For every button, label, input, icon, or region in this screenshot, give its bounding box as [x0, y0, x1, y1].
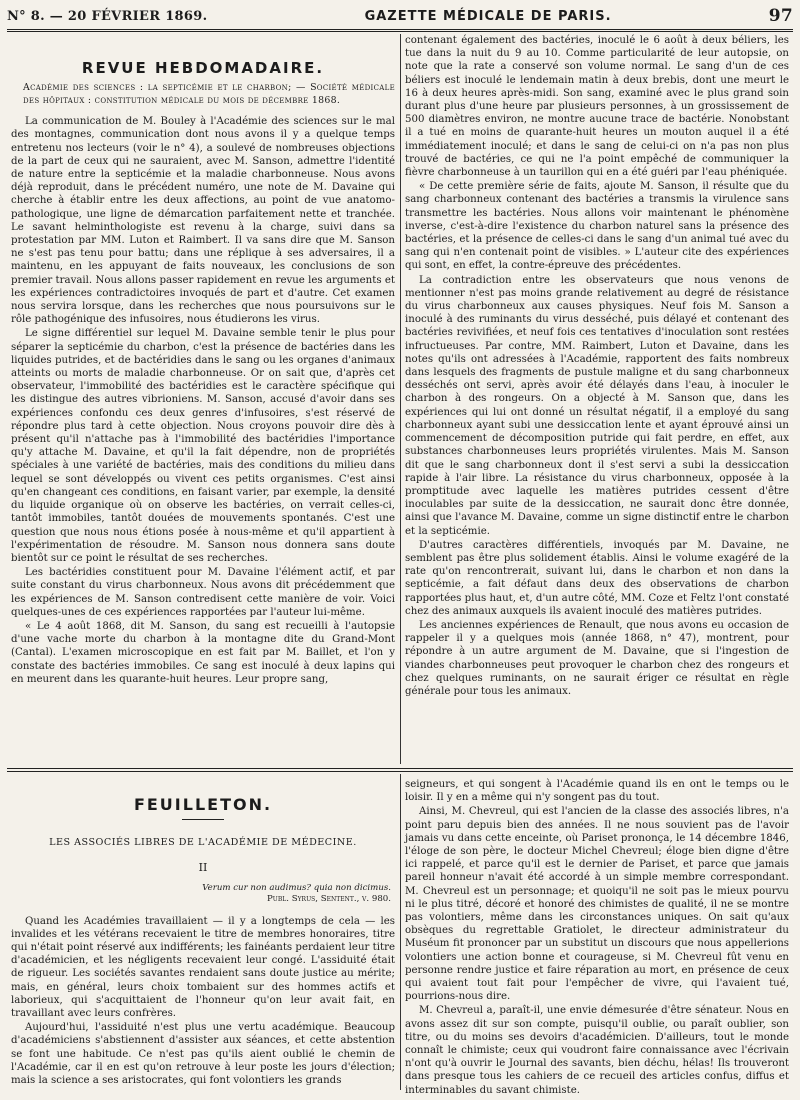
paragraph: contenant également des bactéries, inoculé le 6 août à deux béliers, les tue dans la nuit du 9 au 10. Comme particularité de leur autopsie, on note que la rate a conservé son volume normal. Le sang d'un de ces béliers est inoculé le lendemain matin à deux brebis, dont une meurt le 16 à deux heures après-midi. Son sang, examiné avec le plus grand soin durant plus d'une heure par plusieurs personnes, à un grossissement de 500 diamètres environ, ne montre aucune trace de bactérie. Nonobstant il a tué en moins de quarante-huit heures un mouton auquel il a été immédiatement inoculé; et dans le sang de celui-ci on n'a pas non plus trouvé de bactéries, ce qui ne l'a point empêché de communiquer la fièvre charbonneuse à un taurillon qui en a été guéri par l'eau phéniquée.	[405, 35, 789, 179]
revue-title: REVUE HEBDOMADAIRE.	[81, 59, 325, 77]
masthead	[7, 4, 793, 28]
paragraph: « De cette première série de faits, ajoute M. Sanson, il résulte que du sang charbonneux contenant des bactéries a transmis la virulence sans transmettre les bactéries. Nous allons voir maintenant le phénomène inverse, c'est-à-dire l'existence du charbon naturel sans la présence des bactéries, et la présence de celles-ci dans le sang d'un animal tué avec du sang qui n'en contenait point de visibles. » L'auteur cite des expériences qui sont, en effet, la contre-épreuve des précédentes.	[405, 181, 789, 272]
chapter-number: II	[198, 861, 208, 875]
epigraph	[11, 883, 391, 905]
feuilleton-left-column	[11, 778, 395, 1090]
paragraph: Les anciennes expériences de Renault, que nous avons eu occasion de rappeler il y a quelques mois (année 1868, n° 47), montrent, pour répondre à un autre argument de M. Davaine, que si l'ingestion de viandes charbonneuses peut provoquer le charbon chez des rongeurs et chez quelques ruminants, on ne saurait ériger ce résultat en règle générale pour tous les animaux.	[405, 619, 789, 697]
paragraph: La contradiction entre les observateurs que nous venons de mentionner n'est pas moins grande relativement au degré de résistance du virus charbonneux aux causes physiques. Neuf fois M. Sanson a inoculé à des ruminants du virus desséché, puis délayé et contenant des bactéries revivifiées, et neuf fois ces tentatives d'inoculation sont restées infructueuses. Par contre, MM. Raimbert, Luton et Davaine, dans les notes qu'ils ont adressées à l'Académie, rapportent des faits nombreux dans lesquels des fragments de pustule maligne et du sang charbonneux desséchés ont servi, après avoir été délayés dans l'eau, à inoculer le charbon à des rongeurs. On a objecté à M. Sanson que, dans les expériences qui lui ont donné un résultat négatif, il a employé du sang charbonneux ayant subi une dessiccation lente et ayant éprouvé ainsi un commencement de décomposition putride qui fait perdre, en effet, aux substances charbonneuses leurs propriétés virulentes. Mais M. Sanson dit que le sang charbonneux dont il s'est servi a subi la dessiccation rapide à l'air libre. La résistance du virus charbonneux, opposée à la promptitude avec laquelle les matières putrides cessent d'être inoculables par suite de la dessiccation, ne saurait donc être donnée, ainsi que l'avance M. Davaine, comme un signe distinctif entre le charbon et la septicémie.	[405, 274, 789, 537]
paragraph: La communication de M. Bouley à l'Académie des sciences sur le mal des montagnes, communication dont nous avons il y a quelque temps entretenu nos lecteurs (voir le n° 4), a soulevé de nombreuses objections de la part de ceux qui ne sauraient, avec M. Sanson, admettre l'identité de nature entre la septicémie et la maladie charbonneuse. Nous avons déjà reproduit, dans le précédent numéro, une note de M. Davaine qui cherche à établir entre les deux affections, au point de vue anatomo-pathologique, une ligne de démarcation parfaitement nette et tranchée. Le savant helminthologiste est revenu à la charge, suivi dans sa protestation par MM. Luton et Raimbert. Il va sans dire que M. Sanson ne s'est pas tenu pour battu; dans une réplique à ses adversaires, il a maintenu, en les appuyant de faits nouveaux, les conclusions de son premier travail. Nous allons passer rapidement en revue les arguments et les expériences contradictoires invoqués de part et d'autre. Cet examen nous servira lorsque, dans les recherches que nous poursuivons sur le rôle pathogénique des infusoires, nous étudierons les virus.	[11, 116, 395, 326]
feuilleton-separator	[7, 771, 793, 772]
paragraph: M. Chevreul a, paraît-il, une envie démesurée d'être sénateur. Nous en avons assez dit sur son compte, puisqu'il oublie, ou paraît oublier, son titre, ou du moins ses devoirs d'académicien. D'ailleurs, tout le monde connaît le chimiste; ceux qui voudront faire connaissance avec l'écrivain n'ont qu'à ouvrir le Journal des savants, bien déchu, hélas! Ils trouveront dans presque tous les cahiers de ce recueil des articles confus, diffus et interminables du savant chimiste.	[405, 1005, 789, 1096]
paragraph: Ainsi, M. Chevreul, qui est l'ancien de la classe des associés libres, n'a point paru depuis bien des années. Il ne nous souvient pas de l'avoir jamais vu dans cette enceinte, où Pariset prononça, le 14 décembre 1846, l'éloge de son père, le docteur Michel Chevreul; éloge bien digne d'être ici rappelé, et parce qu'il est le dernier de Pariset, et parce que jamais pareil honneur n'avait été accordé à un simple membre correspondant. M. Chevreul est un personnage; et quoiqu'il ne soit pas le mieux pourvu ni le plus titré, décoré et honoré des chimistes de qualité, il ne se montre pas volontiers, même dans les circonstances uniques. On sait qu'aux obsèques du regrettable Gratiolet, le directeur administrateur du Muséum fit prononcer par un substitut un discours que nous appellerions volontiers une action bonne et courageuse, si M. Chevreul fût venu en personne rendre justice et faire réparation au mort, en présence de ceux qui avaient tout fait pour l'empêcher de vivre, qui l'avaient tué, pourrions-nous dire.	[405, 806, 789, 1003]
paragraph: Quand les Académies travaillaient — il y a longtemps de cela — les invalides et les vétérans recevaient le titre de membres honoraires, titre qui n'était point réservé aux indifférents; les fainéants perdaient leur titre d'académicien, et les négligents recevaient leur congé. L'assiduité était de rigueur. Les sociétés savantes rendaient sans doute justice au mérite; mais, en général, leurs choix tombaient sur des hommes actifs et laborieux, qui s'acquittaient de l'honneur qu'on leur avait fait, en travaillant avec leurs confrères.	[11, 915, 395, 1020]
page-number: 97	[768, 6, 793, 26]
paragraph: D'autres caractères différentiels, invoqués par M. Davaine, ne semblent pas être plus solidement établis. Ainsi le volume exagéré de la rate qu'on rencontrerait, suivant lui, dans le charbon et non dans la septicémie, a fait défaut dans deux des observations de charbon rapportées plus haut, et, d'un autre côté, MM. Coze et Feltz l'ont constaté chez des animaux auxquels ils avaient inoculé des matières putrides.	[405, 539, 789, 617]
feuilleton-title: FEUILLETON.	[133, 795, 273, 814]
newspaper-page	[7, 4, 793, 1096]
journal-title: GAZETTE MÉDICALE DE PARIS.	[364, 8, 612, 24]
revue-subhead: Académie des sciences : la septicémie et le charbon; — Société médicale des hôpitaux : constitution médicale du mois de décembre 1868.	[23, 82, 395, 107]
epigraph-source: Publ. Syrus, Sentent., v. 980.	[267, 893, 391, 904]
revue-left-column	[11, 40, 395, 762]
masthead-rule	[7, 29, 793, 32]
feuilleton-separator	[7, 768, 793, 769]
epigraph-text: Verum cur non audimus? quia non dicimus.	[202, 882, 391, 893]
paragraph: Le signe différentiel sur lequel M. Davaine semble tenir le plus pour séparer la septicémie du charbon, c'est la présence de bactéries dans les liquides putrides, et de bactéridies dans le sang ou les organes d'animaux atteints ou morts de maladie charbonneuse. Or on sait que, d'après cet observateur, l'immobilité des bactéridies est le caractère spécifique qui les distingue des autres vibrioniens. M. Sanson, accusé d'avoir dans ses expériences confondu ces deux genres d'infusoires, s'est réservé de répondre plus tard à cette objection. Nous croyons pouvoir dire dès à présent qu'il n'attache pas à l'immobilité des bactéridies l'importance qu'y attache M. Davaine, et qu'il la fait dépendre, non de propriétés spéciales à une variété de bactéries, mais des conditions du milieu dans lequel se sont développés ou vivent ces petits organismes. C'est ainsi qu'en changeant ces conditions, en faisant varier, par exemple, la densité du liquide organique où on observe les bactéries, on verrait celles-ci, tantôt immobiles, tantôt douées de mouvements spontanés. C'est une question que nous nous étions posée à nous-même et qu'il appartient à l'expérimentation de résoudre. M. Sanson nous donnera sans doute bientôt sur ce point le résultat de ses recherches.	[11, 328, 395, 564]
feuilleton-right-column	[405, 778, 789, 1096]
column-divider	[400, 34, 401, 764]
column-divider	[400, 774, 401, 1090]
title-rule	[182, 819, 224, 820]
paragraph: « Le 4 août 1868, dit M. Sanson, du sang est recueilli à l'autopsie d'une vache morte du charbon à la montagne dite du Grand-Mont (Cantal). L'examen microscopique en est fait par M. Baillet, et l'on y constate des bactéries immobiles. Ce sang est inoculé à deux lapins qui en meurent dans les quarante-huit heures. Leur propre sang,	[11, 620, 395, 685]
paragraph: Aujourd'hui, l'assiduité n'est plus une vertu académique. Beaucoup d'académiciens s'abstiennent d'assister aux séances, et cette abstention se font une habitude. Ce n'est pas qu'ils aient oublié le chemin de l'Académie, car il en est qu'on retrouve à leur poste les jours d'élection; mais la science a ses aristocrates, qui font volontiers les grands	[11, 1022, 395, 1087]
issue-date: N° 8. — 20 FÉVRIER 1869.	[7, 8, 208, 24]
paragraph: seigneurs, et qui songent à l'Académie quand ils en ont le temps ou le loisir. Il y en a même qui n'y songent pas du tout.	[405, 779, 789, 804]
paragraph: Les bactéridies constituent pour M. Davaine l'élément actif, et par suite constant du virus charbonneux. Nous avons dit précédemment que les expériences de M. Sanson contredisent cette manière de voir. Voici quelques-unes de ces expériences rapportées par l'auteur lui-même.	[11, 567, 395, 618]
revue-right-column	[405, 34, 789, 764]
section-title: LES ASSOCIÉS LIBRES DE L'ACADÉMIE DE MÉDECINE.	[49, 837, 357, 849]
